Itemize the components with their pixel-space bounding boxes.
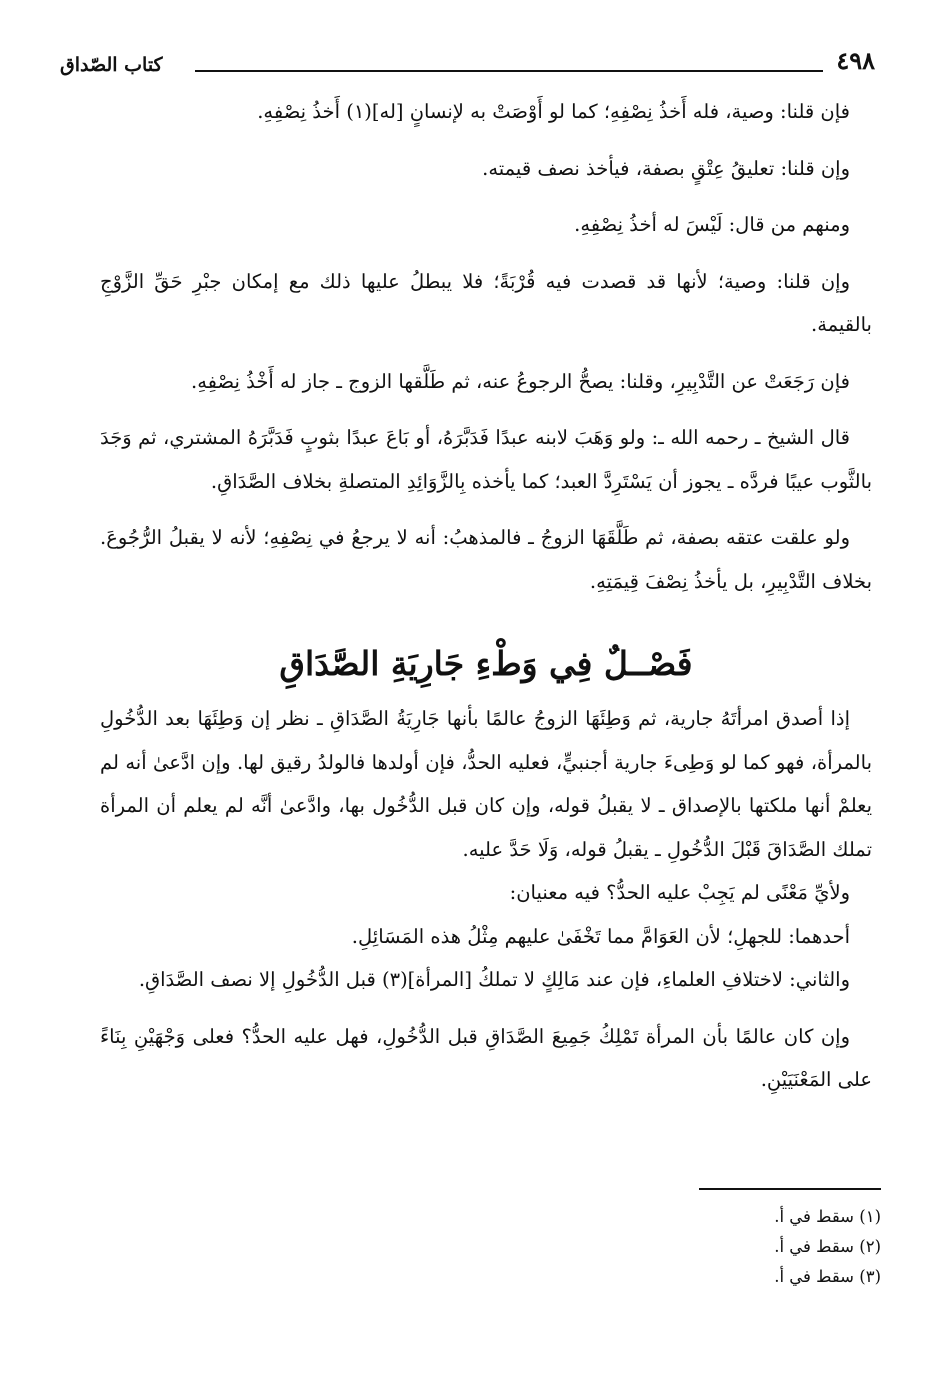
- section-heading: فَصْــلٌ فِي وَطْءِ جَارِيَةِ الصَّدَاقِ: [279, 644, 693, 683]
- paragraph: والثاني: لاختلافِ العلماءِ، فإن عند مَالِكٍ لا تملكُ [المرأة](٣) قبل الدُّخُولِ إلا نصف الصَّدَاقِ.: [138, 968, 850, 991]
- footnotes: [481, 1202, 881, 1292]
- page-number: ٤٩٨: [836, 46, 875, 75]
- paragraph: قال الشيخ ـ رحمه الله ـ: ولو وَهَبَ لابنه عبدًا فَدَبَّرَهُ، أو بَاعَ عبدًا بثوبٍ فَدَبَّرَهُ المشتري، ثم وَجَدَ بالثَّوب عيبًا فردَّه ـ يجوز أن يَسْتَرِدَّ العبد؛ كما يأخذه بِالزَّوَائِدِ المتصلةِ بخلاف الصَّدَاقِ.: [100, 426, 872, 493]
- paragraph: ومنهم من قال: لَيْسَ له أخذُ نِصْفِهِ.: [574, 213, 850, 236]
- paragraph: أحدهما: للجهلِ؛ لأن العَوَامَّ مما تَخْفَىٰ عليهم مِثْلُ هذه المَسَائِلِ.: [351, 924, 850, 948]
- paragraph: ولو علقت عتقه بصفة، ثم طَلَّقَهَا الزوجُ ـ فالمذهبُ: أنه لا يرجعُ في نِصْفِهِ؛ لأنه لا يقبلُ الرُّجُوعَ. بخلاف التَّدْبِيرِ، بل يأخذُ نِصْفَ قِيمَتِهِ.: [100, 526, 872, 593]
- footnote: (١) سقط في أ.: [774, 1207, 881, 1226]
- paragraph: وإن قلنا: تعليقُ عِتْقٍ بصفة، فيأخذ نصف قيمته.: [482, 156, 850, 180]
- paragraph: فإن قلنا: وصية، فله أَخذُ نِصْفِهِ؛ كما لو أَوْصَتْ به لإنسانٍ [له](١) أَخذُ نِصْفِهِ.: [257, 100, 850, 123]
- paragraph: إذا أصدق امرأتَهُ جارية، ثم وَطِئَهَا الزوجُ عالمًا بأنها جَارِيَةُ الصَّدَاقِ ـ نظر إن وَطِئَهَا بعد الدُّخُولِ بالمرأة، فهو كما لو وَطِىءَ جارية أجنبيٍّ، فعليه الحدُّ، فإن أولدها فالولدُ رقيق لها. وإن ادَّعىٰ أنه لم يعلمْ أنها ملكتها بالإصداق ـ لا يقبلُ قوله، وإن كان قبل الدُّخُول بها، وادَّعىٰ أنَّه لم يعلم أن المرأة تملك الصَّدَاقَ قَبْلَ الدُّخُولِ ـ يقبلُ قوله، وَلَا حَدَّ عليه.: [100, 707, 872, 861]
- page-body: [100, 90, 872, 1102]
- header-rule: [195, 70, 823, 72]
- footnote: (٣) سقط في أ.: [774, 1267, 881, 1286]
- running-title: كتاب الصّداق: [60, 54, 163, 76]
- paragraph: وإن قلنا: وصية؛ لأنها قد قصدت فيه قُرْبَةً؛ فلا يبطلُ عليها ذلك مع إمكان جبْرِ حَقِّ الزَّوْجِ بالقيمة.: [100, 269, 872, 336]
- paragraph: فإن رَجَعَتْ عن التَّدْبِيرِ، وقلنا: يصحُّ الرجوعُ عنه، ثم طَلَّقها الزوج ـ جاز له أَخْذُ نِصْفِهِ.: [191, 369, 850, 393]
- footnote-separator: [699, 1188, 881, 1190]
- paragraph: ولأيِّ مَعْنًى لم يَجِبْ عليه الحدُّ؟ فيه معنيان:: [509, 881, 850, 904]
- page-header: [60, 46, 875, 86]
- paragraph: وإن كان عالمًا بأن المرأة تَمْلِكُ جَمِيعَ الصَّدَاقِ قبل الدُّخُولِ، فهل عليه الحدُّ؟ فعلى وَجْهَيْنِ بِنَاءً على المَعْنَيَيْنِ.: [100, 1024, 872, 1091]
- footnote: (٢) سقط في أ.: [774, 1237, 881, 1256]
